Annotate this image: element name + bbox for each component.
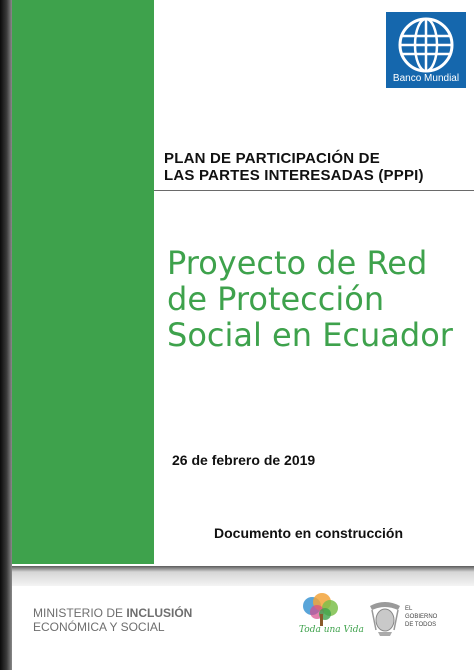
main-title-line3: Social en Ecuador (167, 316, 453, 354)
document-status: Documento en construcción (214, 525, 404, 541)
toda-logo-text: Toda una Vida (299, 625, 364, 635)
ministry-line1 (33, 606, 192, 620)
document-date: 26 de febrero de 2019 (172, 452, 316, 468)
main-title-line1: Proyecto de Red (167, 244, 428, 282)
gov-logo-text: EL GOBIERNO DE TODOS (405, 606, 438, 628)
bottom-shadow-band (12, 566, 474, 586)
green-cover-block (12, 0, 154, 564)
world-bank-logo (386, 12, 466, 88)
plan-title-line1: PLAN DE PARTICIPACIÓN DE (164, 150, 380, 167)
plan-title-line2: LAS PARTES INTERESADAS (PPPI) (164, 167, 424, 184)
ministry-line2: ECONÓMICA Y SOCIAL (33, 620, 165, 634)
main-title (167, 245, 467, 353)
logo-label: Banco Mundial (392, 73, 460, 84)
left-rail (0, 0, 12, 670)
ecuador-coat-of-arms-icon (364, 596, 406, 638)
plan-title (164, 150, 464, 184)
ministry-prefix: MINISTERIO DE (33, 606, 127, 620)
main-title-line2: de Protección (167, 280, 385, 318)
ministry-bold: INCLUSIÓN (126, 606, 193, 620)
world-bank-globe-icon (397, 16, 455, 74)
ministry-logo (33, 606, 192, 634)
title-divider (154, 190, 474, 191)
